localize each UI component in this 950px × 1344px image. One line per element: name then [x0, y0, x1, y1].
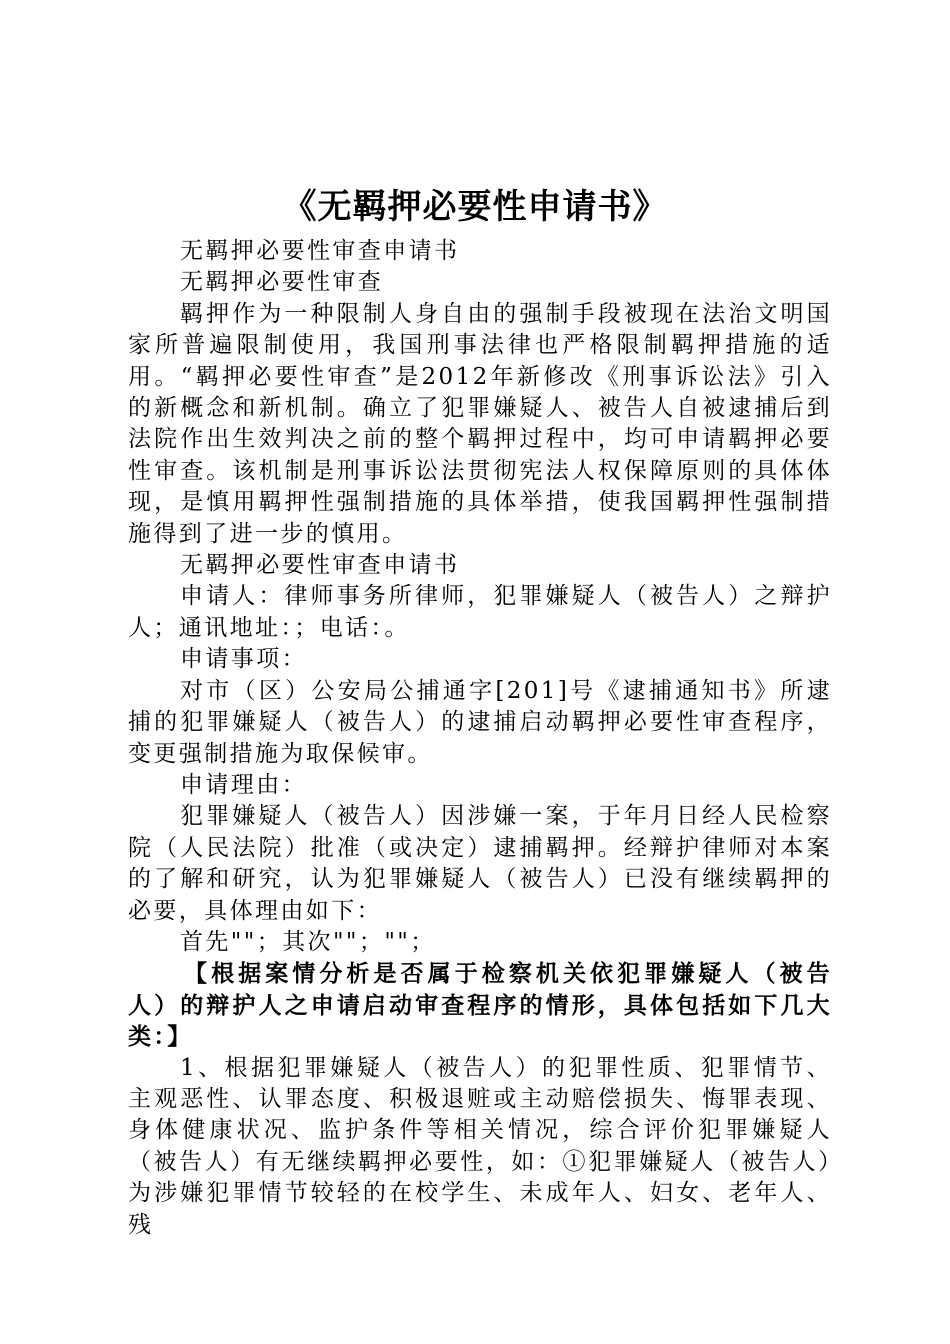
document-title: 《无羁押必要性申请书》: [282, 187, 668, 227]
paragraph-bracket-note: 【根据案情分析是否属于检察机关依犯罪嫌疑人（被告人）的辩护人之申请启动审查程序的情形，具体包括如下几大类：】: [128, 960, 832, 1051]
paragraph-reasons: 犯罪嫌疑人（被告人）因涉嫌一案，于年月日经人民检察院（人民法院）批准（或决定）逮捕羁押。经辩护律师对本案的了解和研究，认为犯罪嫌疑人（被告人）已没有继续羁押的必要，具体理由如下：: [128, 803, 832, 924]
paragraph-matters: 对市（区）公安局公捕通字[201]号《逮捕通知书》所逮捕的犯罪嫌疑人（被告人）的逮捕启动羁押必要性审查程序，变更强制措施为取保候审。: [128, 677, 832, 767]
paragraph-item-1: 1、根据犯罪嫌疑人（被告人）的犯罪性质、犯罪情节、主观恶性、认罪态度、积极退赃或主动赔偿损失、悔罪表现、身体健康状况、监护条件等相关情况，综合评价犯罪嫌疑人（被告人）有无继续羁押必要性，如：①犯罪嫌疑人（被告人）为涉嫌犯罪情节较轻的在校学生、未成年人、妇女、老年人、残: [128, 1054, 832, 1238]
paragraph-applicant: 申请人：律师事务所律师，犯罪嫌疑人（被告人）之辩护人；通讯地址：；电话：。: [128, 583, 832, 641]
paragraph-heading-2: 无羁押必要性审查: [180, 269, 384, 296]
paragraph-matters-heading: 申请事项：: [180, 646, 307, 673]
paragraph-first-second: 首先""；其次""；""；: [180, 928, 436, 955]
paragraph-heading-3: 无羁押必要性审查申请书: [180, 552, 460, 579]
paragraph-reasons-heading: 申请理由：: [180, 771, 307, 798]
document-body: [128, 236, 832, 1241]
paragraph-heading-1: 无羁押必要性审查申请书: [180, 238, 460, 264]
paragraph-intro: 羁押作为一种限制人身自由的强制手段被现在法治文明国家所普遍限制使用，我国刑事法律也严格限制羁押措施的适用。“羁押必要性审查”是2012年新修改《刑事诉讼法》引入的新概念和新机制。确立了犯罪嫌疑人、被告人自被逮捕后到法院作出生效判决之前的整个羁押过程中，均可申请羁押必要性审查。该机制是刑事诉讼法贯彻宪法人权保障原则的具体体现，是慎用羁押性强制措施的具体举措，使我国羁押性强制措施得到了进一步的慎用。: [128, 300, 832, 547]
